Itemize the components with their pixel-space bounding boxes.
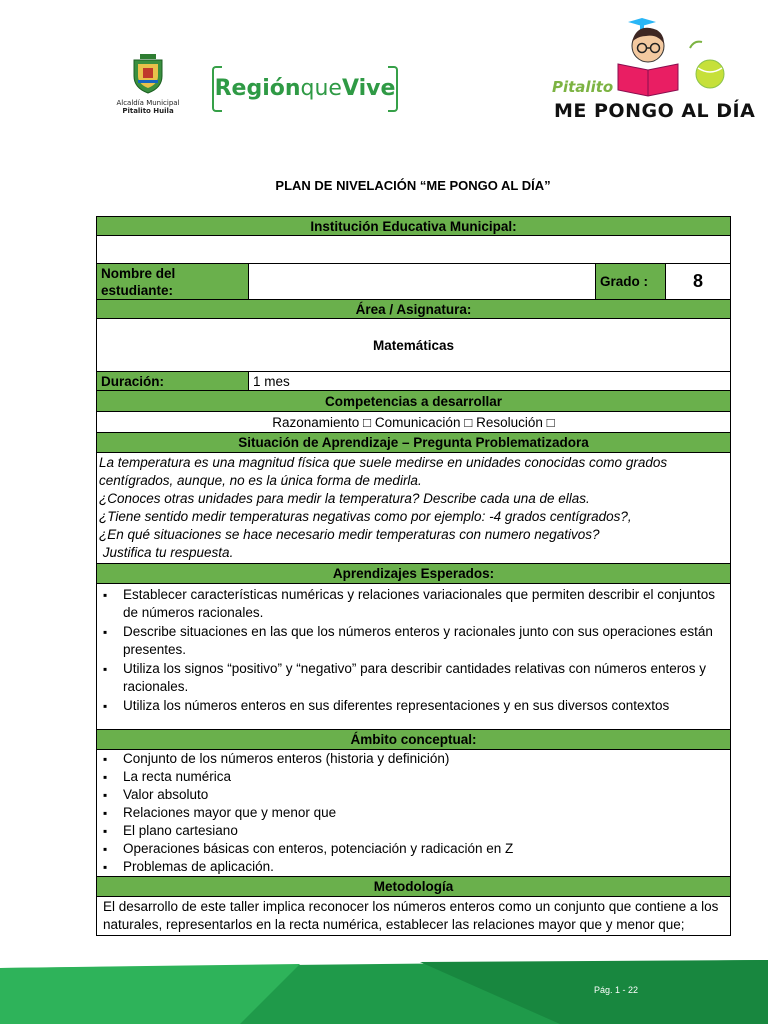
student-reading-icon [598,18,738,98]
nombre-label: Nombre del estudiante: [97,264,249,300]
page-number: Pág. 1 - 22 [594,985,639,995]
list-item: ▪ Utiliza los números enteros en sus diferentes representaciones y en sus diversos contextos [97,697,730,715]
mp-pitalito-text: Pitalito [552,78,614,96]
alcaldia-line1: Alcaldía Municipal [116,99,180,107]
document-title: PLAN DE NIVELACIÓN “ME PONGO AL DÍA” [275,178,551,193]
situacion-line: ¿En qué situaciones se hace necesario medir temperaturas con numero negativos? [99,527,600,542]
situacion-line: La temperatura es una magnitud física que suele medirse en unidades conocidas como grados [99,455,668,470]
list-item: ▪ Operaciones básicas con enteros, potenciación y radicación en Z [97,840,730,858]
list-item: ▪ Establecer características numéricas y relaciones variacionales que permiten describir el conjuntos de números racionales. [97,586,730,622]
competencias-value: Razonamiento □ Comunicación □ Resolución □ [97,412,731,433]
region-word: Región [214,76,301,101]
alcaldia-line2: Pitalito Huila [122,107,174,115]
list-item: ▪ Problemas de aplicación. [97,858,730,876]
metodologia-text: El desarrollo de este taller implica reconocer los números enteros como un conjunto que contiene a los naturales, representarlos en la recta numérica, establecer las relaciones mayor que y menor que; [97,897,731,936]
footer-band [0,960,768,1024]
duracion-label: Duración: [97,372,249,391]
list-item: ▪ Describe situaciones en las que los números enteros y racionales junto con sus operaciones están presentes. [97,623,730,659]
situacion-line: ¿Tiene sentido medir temperaturas negativas como por ejemplo: -4 grados centígrados?, [99,509,632,524]
aprendizajes-label: Aprendizajes Esperados: [97,564,731,584]
metodologia-label: Metodología [97,877,731,897]
ambito-label: Ámbito conceptual: [97,730,731,750]
list-item: ▪ Conjunto de los números enteros (historia y definición) [97,750,730,768]
que-word: que [300,76,342,101]
situacion-line: centígrados, aunque, no es la única forma de medirla. [99,473,422,488]
grado-label: Grado : [596,264,666,300]
institucion-field[interactable] [97,236,731,264]
grado-value: 8 [666,264,731,300]
situacion-text [97,453,731,564]
situacion-line: Justifica tu respuesta. [99,545,234,560]
list-item: ▪ Relaciones mayor que y menor que [97,804,730,822]
institucion-label: Institución Educativa Municipal: [97,217,731,236]
me-pongo-al-dia-logo [548,18,756,128]
coat-of-arms-icon [131,54,165,94]
area-value: Matemáticas [97,319,731,372]
list-item: ▪ Valor absoluto [97,786,730,804]
plan-table [96,216,731,936]
situacion-label: Situación de Aprendizaje – Pregunta Problematizadora [97,433,731,453]
vive-word: Vive [341,76,396,101]
competencias-label: Competencias a desarrollar [97,391,731,412]
list-item: ▪ La recta numérica [97,768,730,786]
list-item: ▪ Utiliza los signos “positivo” y “negativo” para describir cantidades relativas con números enteros y racionales. [97,660,730,696]
mp-title-text: ME PONGO AL DÍA [554,100,756,122]
situacion-line: ¿Conoces otras unidades para medir la temperatura? Describe cada una de ellas. [99,491,590,506]
aprendizajes-cell [97,584,731,730]
alcaldia-logo [112,54,184,115]
region-que-vive-logo [212,66,398,112]
ambito-list [97,750,730,876]
area-label: Área / Asignatura: [97,300,731,319]
aprendizajes-list [97,586,730,715]
nombre-field[interactable] [249,264,596,300]
list-item: ▪ El plano cartesiano [97,822,730,840]
duracion-value: 1 mes [249,372,731,391]
ambito-cell [97,750,731,877]
